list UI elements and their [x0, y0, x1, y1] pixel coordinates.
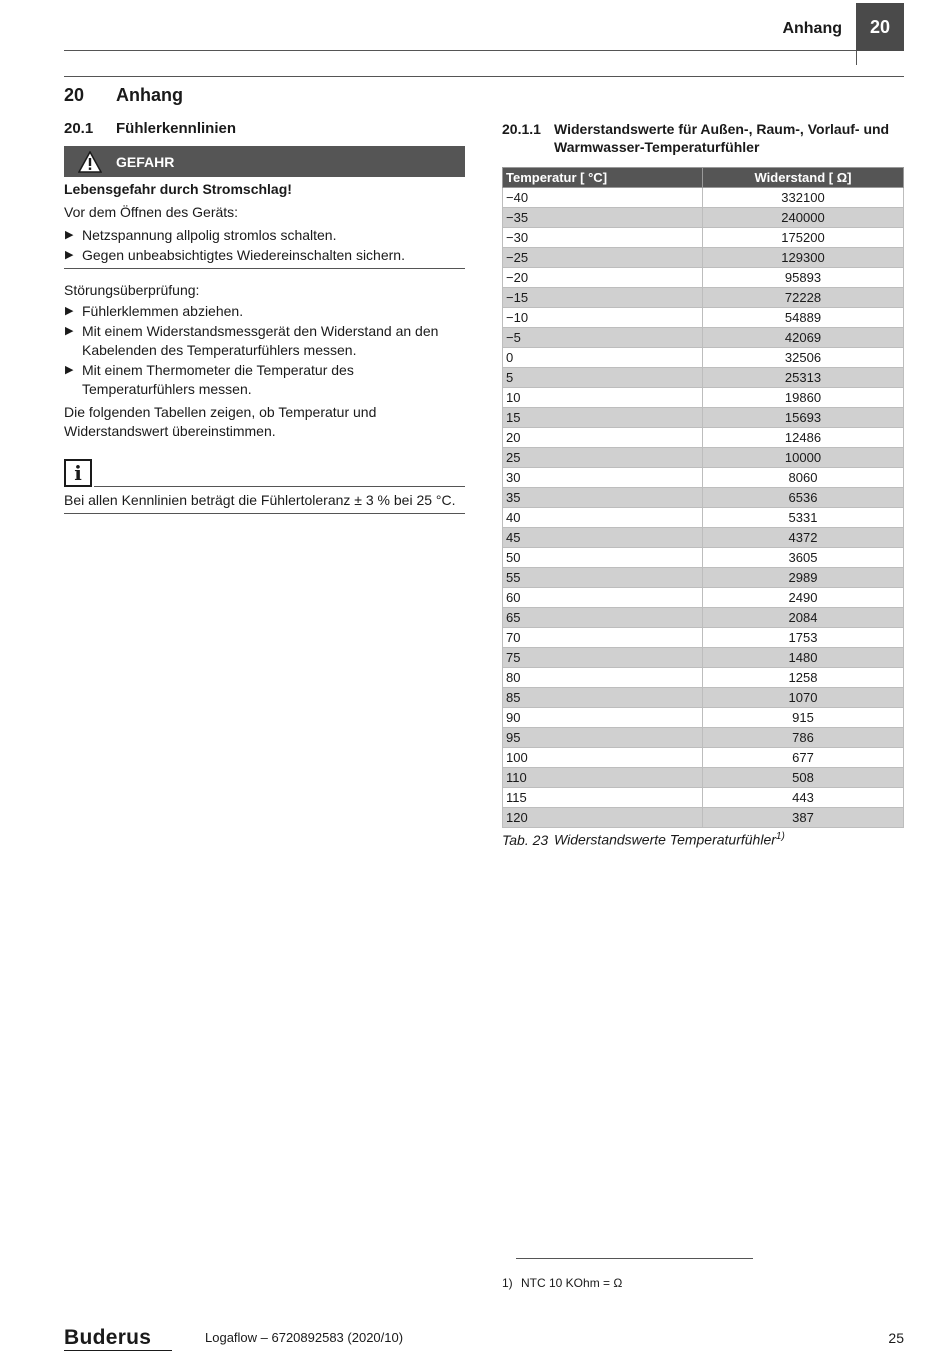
table-row: [503, 288, 904, 308]
subsection-title: Fühlerkennlinien: [116, 120, 237, 137]
section-rule: [64, 76, 904, 77]
cell-temperature: −40: [503, 188, 703, 208]
cell-resistance: 25313: [703, 368, 904, 388]
table-row: [503, 488, 904, 508]
table-row: [503, 688, 904, 708]
cell-temperature: −5: [503, 328, 703, 348]
cell-temperature: 85: [503, 688, 703, 708]
cell-temperature: 70: [503, 628, 703, 648]
brand-logo: Buderus: [64, 1326, 152, 1349]
right-column: [502, 120, 904, 848]
arrow-right-icon: ▶: [65, 364, 74, 376]
cell-resistance: 443: [703, 788, 904, 808]
table-row: [503, 448, 904, 468]
cell-resistance: 8060: [703, 468, 904, 488]
table-row: [503, 308, 904, 328]
table-row: [503, 508, 904, 528]
table-row: [503, 388, 904, 408]
caption-text: Widerstandswerte Temperaturfühler: [554, 831, 776, 848]
table-row: [503, 188, 904, 208]
cell-temperature: 110: [503, 768, 703, 788]
table-row: [503, 748, 904, 768]
cell-temperature: 25: [503, 448, 703, 468]
cell-temperature: 5: [503, 368, 703, 388]
cell-resistance: 1480: [703, 648, 904, 668]
arrow-right-icon: ▶: [65, 249, 74, 261]
table-row: [503, 548, 904, 568]
danger-banner: [64, 146, 465, 177]
check-steps: [64, 302, 465, 399]
cell-temperature: −15: [503, 288, 703, 308]
list-item: ▶ Mit einem Widerstandsmessgerät den Widerstand an den Kabelenden des Temperaturfühlers messen.: [65, 323, 439, 358]
table-row: [503, 528, 904, 548]
section-title: Anhang: [116, 85, 183, 105]
cell-resistance: 2989: [703, 568, 904, 588]
footnote-text: NTC 10 KOhm = Ω: [521, 1276, 623, 1290]
caption-footnote-ref: 1): [775, 831, 785, 842]
subsection-number: 20.1: [64, 120, 94, 137]
table-row: [503, 428, 904, 448]
table-row: [503, 588, 904, 608]
cell-temperature: −20: [503, 268, 703, 288]
table-row: [503, 208, 904, 228]
table-row: [503, 568, 904, 588]
cell-resistance: 175200: [703, 228, 904, 248]
info-rule: [94, 486, 465, 487]
subsubsection-title: Widerstandswerte für Außen-, Raum-, Vorlauf- und Warmwasser-Temperaturfühler: [554, 121, 890, 155]
cell-temperature: 35: [503, 488, 703, 508]
cell-resistance: 2084: [703, 608, 904, 628]
cell-temperature: 40: [503, 508, 703, 528]
table-row: [503, 608, 904, 628]
cell-temperature: 10: [503, 388, 703, 408]
cell-temperature: 60: [503, 588, 703, 608]
table-row: [503, 728, 904, 748]
column-header-temperature: Temperatur [ °C]: [503, 168, 703, 188]
table-row: [503, 268, 904, 288]
cell-resistance: 42069: [703, 328, 904, 348]
cell-resistance: 1258: [703, 668, 904, 688]
table-row: [503, 468, 904, 488]
arrow-right-icon: ▶: [65, 305, 74, 317]
table-caption: [502, 831, 904, 848]
table-row: [503, 328, 904, 348]
table-row: [503, 648, 904, 668]
cell-temperature: 100: [503, 748, 703, 768]
cell-temperature: 30: [503, 468, 703, 488]
danger-steps: [64, 226, 465, 265]
footnote-marker: 1): [502, 1276, 513, 1290]
cell-resistance: 72228: [703, 288, 904, 308]
table-row: [503, 628, 904, 648]
cell-temperature: 120: [503, 808, 703, 828]
cell-temperature: 45: [503, 528, 703, 548]
section-heading: [64, 85, 183, 106]
cell-temperature: −35: [503, 208, 703, 228]
cell-resistance: 10000: [703, 448, 904, 468]
cell-temperature: 0: [503, 348, 703, 368]
cell-temperature: −10: [503, 308, 703, 328]
tables-note: Die folgenden Tabellen zeigen, ob Temperatur und Widerstandswert übereinstimmen.: [64, 404, 377, 439]
info-text: Bei allen Kennlinien beträgt die Fühlertoleranz ± 3 % bei 25 °C.: [64, 492, 456, 508]
arrow-right-icon: ▶: [65, 229, 74, 241]
cell-temperature: 55: [503, 568, 703, 588]
danger-end-rule: [64, 268, 465, 269]
table-row: [503, 408, 904, 428]
cell-resistance: 786: [703, 728, 904, 748]
cell-resistance: 677: [703, 748, 904, 768]
cell-resistance: 54889: [703, 308, 904, 328]
table-header-row: [503, 168, 904, 188]
header-title: Anhang: [782, 20, 842, 37]
table-row: [503, 228, 904, 248]
cell-resistance: 95893: [703, 268, 904, 288]
footer-document-id: Logaflow – 6720892583 (2020/10): [205, 1330, 404, 1345]
table-row: [503, 708, 904, 728]
cell-resistance: 5331: [703, 508, 904, 528]
cell-resistance: 915: [703, 708, 904, 728]
table-row: [503, 768, 904, 788]
list-item: ▶ Mit einem Thermometer die Temperatur des Temperaturfühlers messen.: [65, 362, 354, 397]
cell-temperature: 65: [503, 608, 703, 628]
table-row: [503, 808, 904, 828]
cell-temperature: −25: [503, 248, 703, 268]
info-end-rule: [64, 513, 465, 514]
cell-temperature: 90: [503, 708, 703, 728]
list-item: ▶ Netzspannung allpolig stromlos schalten.: [65, 227, 337, 243]
section-number: 20: [64, 85, 85, 105]
header-tick: [856, 51, 857, 65]
cell-temperature: 95: [503, 728, 703, 748]
table-row: [503, 368, 904, 388]
cell-resistance: 508: [703, 768, 904, 788]
cell-resistance: 6536: [703, 488, 904, 508]
cell-resistance: 1070: [703, 688, 904, 708]
header-chapter-number: 20: [856, 3, 904, 51]
cell-resistance: 3605: [703, 548, 904, 568]
column-header-resistance: Widerstand [ Ω]: [703, 168, 904, 188]
cell-resistance: 1753: [703, 628, 904, 648]
table-row: [503, 788, 904, 808]
header-rule: [64, 50, 856, 51]
arrow-right-icon: ▶: [65, 325, 74, 337]
cell-temperature: 50: [503, 548, 703, 568]
info-block: [64, 459, 465, 487]
cell-temperature: 115: [503, 788, 703, 808]
cell-resistance: 332100: [703, 188, 904, 208]
cell-temperature: 75: [503, 648, 703, 668]
footnote-rule: [516, 1258, 753, 1259]
cell-temperature: −30: [503, 228, 703, 248]
cell-resistance: 4372: [703, 528, 904, 548]
table-row: [503, 348, 904, 368]
list-item: ▶ Fühlerklemmen abziehen.: [65, 303, 244, 319]
cell-resistance: 32506: [703, 348, 904, 368]
danger-heading: Lebensgefahr durch Stromschlag!: [64, 181, 292, 197]
table-row: [503, 668, 904, 688]
resistance-table: [502, 167, 904, 828]
cell-resistance: 240000: [703, 208, 904, 228]
left-column: [64, 120, 465, 514]
cell-temperature: 20: [503, 428, 703, 448]
brand-underline: [64, 1350, 172, 1351]
table-row: [503, 248, 904, 268]
cell-resistance: 387: [703, 808, 904, 828]
table-body: [503, 188, 904, 828]
danger-label: GEFAHR: [116, 153, 175, 170]
cell-resistance: 129300: [703, 248, 904, 268]
subsubsection-heading: [502, 120, 904, 156]
cell-resistance: 19860: [703, 388, 904, 408]
caption-label: Tab. 23: [502, 831, 549, 848]
check-intro: Störungsüberprüfung:: [64, 282, 200, 298]
footnote: [502, 1276, 622, 1290]
page-number: 25: [888, 1330, 904, 1346]
cell-resistance: 12486: [703, 428, 904, 448]
cell-temperature: 80: [503, 668, 703, 688]
warning-triangle-icon: [64, 146, 116, 177]
info-icon: i: [64, 459, 92, 487]
list-item: ▶ Gegen unbeabsichtigtes Wiedereinschalten sichern.: [65, 247, 405, 263]
cell-temperature: 15: [503, 408, 703, 428]
danger-intro: Vor dem Öffnen des Geräts:: [64, 204, 239, 220]
subsubsection-number: 20.1.1: [502, 121, 541, 137]
cell-resistance: 2490: [703, 588, 904, 608]
cell-resistance: 15693: [703, 408, 904, 428]
subsection-heading: [64, 120, 465, 137]
